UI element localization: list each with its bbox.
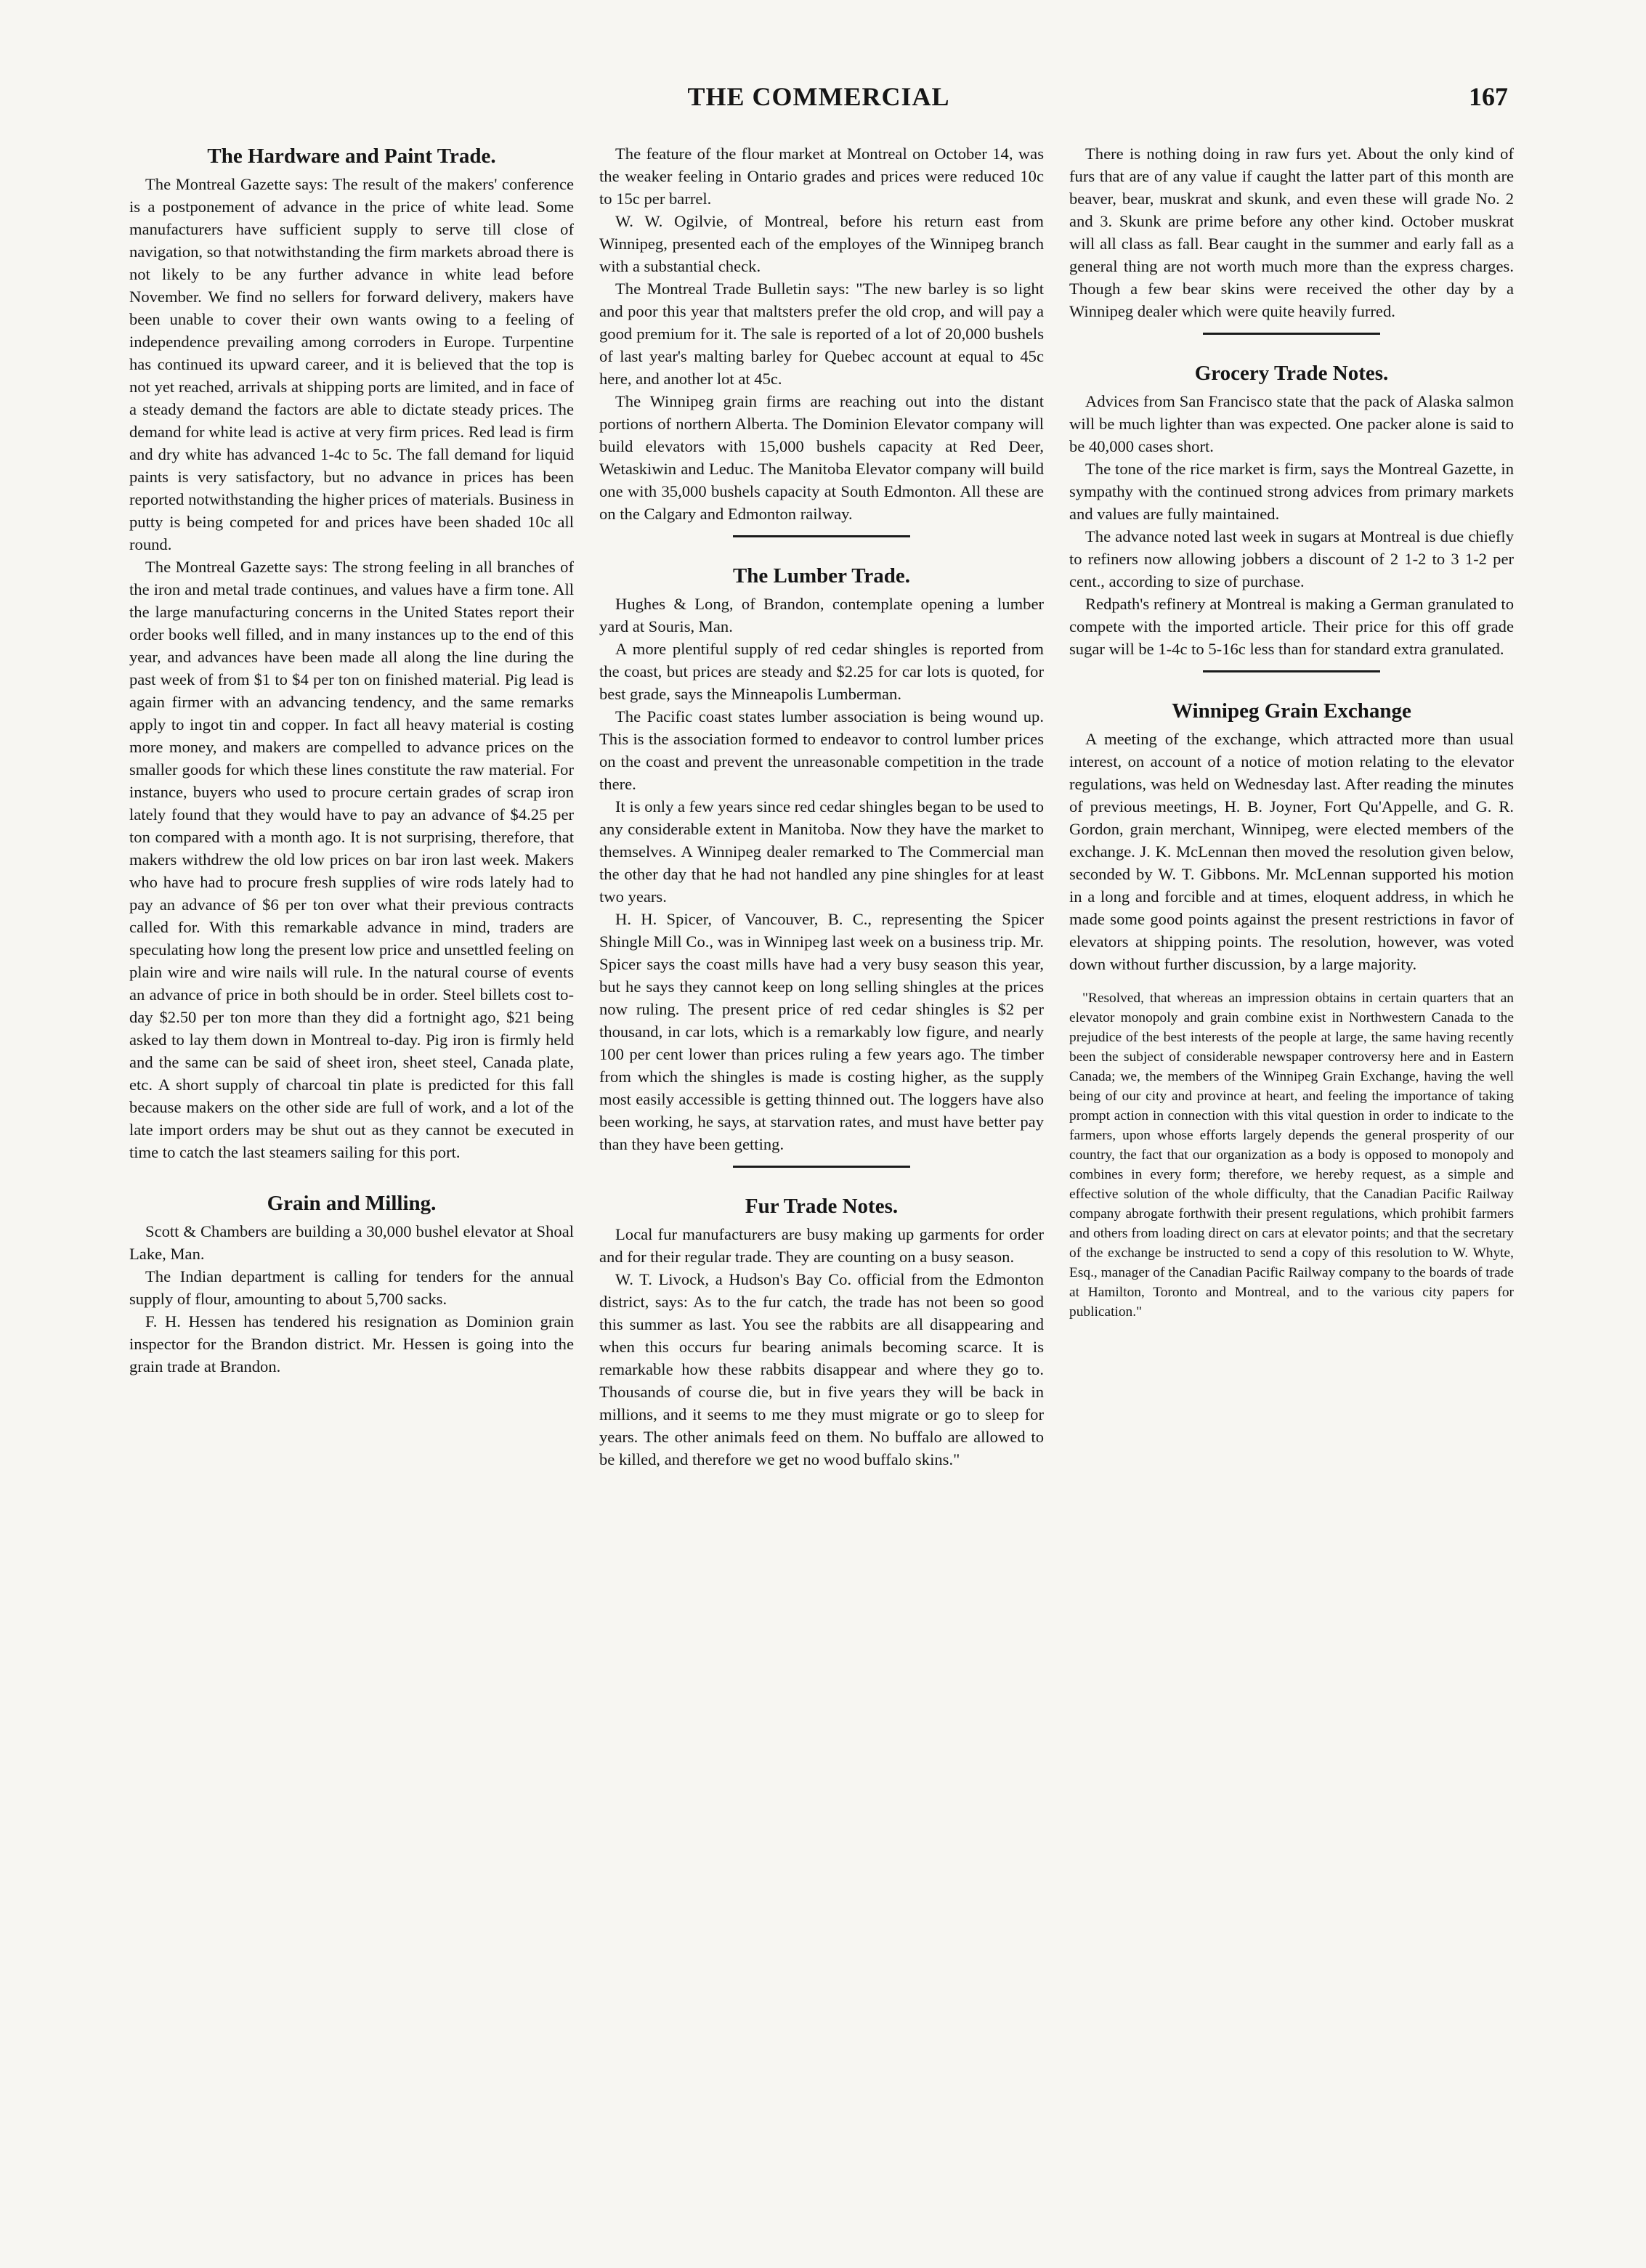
paragraph: Redpath's refinery at Montreal is making a German granulated to compete with the imported article. Their price for this off grade sugar will be 1-4c to 5-16c less than for standard extra granulated. xyxy=(1069,595,1514,658)
column-2 xyxy=(599,142,1044,2234)
paragraph: Local fur manufacturers are busy making up garments for order and for their regular trade. They are counting on a busy season. xyxy=(599,1225,1044,1266)
paragraph: The Winnipeg grain firms are reaching out into the distant portions of northern Alberta. The Dominion Elevator company will build elevators with 15,000 bushels capacity at Red Deer, Wetaskiwin and Leduc. The Manitoba Elevator company will build one with 35,000 bushels capacity at South Edmonton. All these are on the Calgary and Edmonton railway. xyxy=(599,392,1044,523)
paragraph: The advance noted last week in sugars at Montreal is due chiefly to refiners now allowing jobbers a discount of 2 1-2 to 3 1-2 per cent., according to size of purchase. xyxy=(1069,527,1514,590)
paragraph: Advices from San Francisco state that the pack of Alaska salmon will be much lighter than was expected. One packer alone is said to be 40,000 cases short. xyxy=(1069,392,1514,455)
paragraph: A more plentiful supply of red cedar shingles is reported from the coast, but prices are steady and $2.25 for car lots is quoted, for best grade, says the Minneapolis Lumberman. xyxy=(599,640,1044,703)
paragraph: There is nothing doing in raw furs yet. About the only kind of furs that are of any value if caught the latter part of this month are beaver, bear, muskrat and skunk, and even these will grade No. 2 and 3. Skunk are prime before any other kind. October muskrat will all class as fall. Bear caught in the summer and early fall as a general thing are not worth much more than the express charges. Though a few bear skins were received the other day by a Winnipeg dealer which were quite heavily furred. xyxy=(1069,145,1514,320)
paragraph: The feature of the flour market at Montreal on October 14, was the weaker feeling in Ontario grades and prices were reduced 10c to 15c per barrel. xyxy=(599,145,1044,208)
page-number: 167 xyxy=(1469,82,1508,111)
section-divider xyxy=(733,535,911,537)
paragraph: Hughes & Long, of Brandon, contemplate opening a lumber yard at Souris, Man. xyxy=(599,595,1044,635)
paragraph: The Indian department is calling for tenders for the annual supply of flour, amounting to about 5,700 sacks. xyxy=(129,1267,574,1308)
masthead xyxy=(129,81,1508,125)
paragraph: The Montreal Gazette says: The strong feeling in all branches of the iron and metal trade continues, and values have a firm tone. All the large manufacturing concerns in the United States report their order books well filled, and in many instances up to the end of this year, and advances have been made all along the line during the past week of from $1 to $4 per ton on finished material. Pig lead is again firmer with an advancing tendency, and the same remarks apply to ingot tin and copper. In fact all heavy material is costing more money, and makers are compelled to advance prices on the smaller goods for which these lines constitute the raw material. For instance, buyers who used to procure certain grades of scrap iron lately found that they would have to pay an advance of $4.25 per ton compared with a month ago. It is not surprising, therefore, that makers withdrew the old low prices on bar iron last week. Makers who have had to procure fresh supplies of wire rods lately had to pay an advance of $6 per ton over what their previous contracts called for. With this remarkable advance in mind, traders are speculating how long the present low price and unsettled feeling on plain wire and wire nails will rule. In the natural course of events an advance of price in both should be in order. Steel billets cost to-day $2.50 per ton more than they did a fortnight ago, $21 being asked to lay them down in Montreal to-day. Pig iron is firmly held and the same can be said of sheet iron, sheet steel, Canada plate, etc. A short supply of charcoal tin plate is predicted for this fall because makers on the other side are full of work, and a lot of the late import orders may be shut out as they cannot be executed in time to catch the last steamers sailing for this port. xyxy=(129,558,574,1161)
paragraph: The tone of the rice market is firm, says the Montreal Gazette, in sympathy with the continued strong advices from primary markets and values are fully maintained. xyxy=(1069,460,1514,523)
section-divider xyxy=(1203,333,1381,335)
paragraph: H. H. Spicer, of Vancouver, B. C., representing the Spicer Shingle Mill Co., was in Winnipeg last week on a business trip. Mr. Spicer says the coast mills have had a very busy season this year, but he says they cannot keep on long selling shingles at the prices now ruling. The present price of red cedar shingles is $2 per thousand, in car lots, which is a remarkably low figure, and nearly 100 per cent lower than prices ruling a few years ago. The timber from which the shingles is made is costing higher, as the supply most easily accessible is getting thinned out. The loggers have also been working, he says, at starvation rates, and must have better pay than they have been getting. xyxy=(599,910,1044,1153)
paragraph: W. T. Livock, a Hudson's Bay Co. official from the Edmonton district, says: As to the fur catch, the trade has not been so good this summer as last. You see the rabbits are all disappearing and when this occurs fur bearing animals becoming scarce. It is remarkable how these rabbits disappear and where they go to. Thousands of course die, but in five years they will be back in millions, and it seems to me they must migrate or go to sleep for years. The other animals feed on them. No buffalo are allowed to be killed, and therefore we get no wood buffalo skins." xyxy=(599,1270,1044,1468)
heading-winnipeg-grain-exchange: Winnipeg Grain Exchange xyxy=(1172,699,1411,723)
paragraph: F. H. Hessen has tendered his resignation as Dominion grain inspector for the Brandon district. Mr. Hessen is going into the grain trade at Brandon. xyxy=(129,1312,574,1375)
paragraph: Scott & Chambers are building a 30,000 bushel elevator at Shoal Lake, Man. xyxy=(129,1222,574,1263)
column-3 xyxy=(1069,142,1514,2234)
paragraph: A meeting of the exchange, which attracted more than usual interest, on account of a notice of motion relating to the elevator regulations, was held on Wednesday last. After reading the minutes of previous meetings, H. B. Joyner, Fort Qu'Appelle, and G. R. Gordon, grain merchant, Winnipeg, were elected members of the exchange. J. K. McLennan then moved the resolution given below, seconded by W. T. Gibbons. Mr. McLennan supported his motion in a long and forcible and at times, eloquent address, in which he made some good points against the present restrictions in favor of elevators at shipping points. The resolution, however, was voted down without further discussion, by a large majority. xyxy=(1069,730,1514,973)
paragraph: The Montreal Trade Bulletin says: "The new barley is so light and poor this year that maltsters prefer the old crop, and will pay a good premium for it. The sale is reported of a lot of 20,000 bushels of last year's malting barley for Quebec account at equal to 45c here, and another lot at 45c. xyxy=(599,280,1044,388)
paragraph: The Montreal Gazette says: The result of the makers' conference is a postponement of advance in the price of white lead. Some manufacturers have sufficient supply to serve till close of navigation, so that notwithstanding the firm markets abroad there is not likely to be any further advance in white lead before November. We find no sellers for forward delivery, makers have been unable to cover their own wants owing to a feeling of independence prevailing among corroders in Europe. Turpentine has continued its upward career, and it is believed that the top is not yet reached, arrivals at shipping ports are limited, and in face of a steady demand the factors are able to dictate steady prices. The demand for white lead is active at very firm prices. Red lead is firm and dry white has advanced 1-4c to 5c. The fall demand for liquid paints is very satisfactory, but no advance in prices has been reported notwithstanding the higher prices of materials. Business in putty is being competed for and prices have been shaded 10c all round. xyxy=(129,175,574,553)
publication-title: THE COMMERCIAL xyxy=(687,82,950,111)
column-1 xyxy=(129,142,574,2234)
heading-grocery-trade-notes: Grocery Trade Notes. xyxy=(1194,362,1389,385)
paragraph: W. W. Ogilvie, of Montreal, before his return east from Winnipeg, presented each of the employes of the Winnipeg branch with a substantial check. xyxy=(599,212,1044,275)
section-divider xyxy=(733,1166,911,1168)
heading-grain-milling: Grain and Milling. xyxy=(267,1192,437,1215)
heading-hardware-paint-trade: The Hardware and Paint Trade. xyxy=(207,145,496,168)
paragraph: The Pacific coast states lumber association is being wound up. This is the association formed to endeavor to control lumber prices on the coast and prevent the unreasonable competition in the trade there. xyxy=(599,707,1044,793)
heading-fur-trade-notes: Fur Trade Notes. xyxy=(745,1195,899,1218)
spacer xyxy=(129,1163,574,1190)
heading-lumber-trade: The Lumber Trade. xyxy=(732,564,911,588)
paragraph: It is only a few years since red cedar shingles began to be used to any considerable extent in Manitoba. Now they have the market to themselves. A Winnipeg dealer remarked to The Commercial man the other day that he had not handled any pine shingles for at least two years. xyxy=(599,797,1044,906)
resolution-text: "Resolved, that whereas an impression obtains in certain quarters that an elevator monopoly and grain combine exist in Northwestern Canada to the prejudice of the best interests of the people at large, the same having recently been the subject of considerable newspaper controversy here and in Eastern Canada; we, the members of the Winnipeg Grain Exchange, having the well being of our city and province at heart, and feeling the importance of taking prompt action in connection with this vital question in order to indicate to the farmers, upon whose efforts largely depends the general prosperity of our country, the fact that our organization as a body is opposed to monopoly and combines in every form; therefore, we hereby request, as a simple and effective solution of the whole difficulty, that the Canadian Pacific Railway company abrogate forthwith their present regulations, which prohibit farmers and others from loading direct on cars at elevator points; and that the secretary of the exchange be instructed to send a copy of this resolution to W. Whyte, Esq., manager of the Canadian Pacific Railway company to the boards of trade at Hamilton, Toronto and Montreal, and to the various city papers for publication." xyxy=(1069,991,1514,1320)
spacer xyxy=(1069,975,1514,988)
section-divider xyxy=(1203,670,1381,672)
